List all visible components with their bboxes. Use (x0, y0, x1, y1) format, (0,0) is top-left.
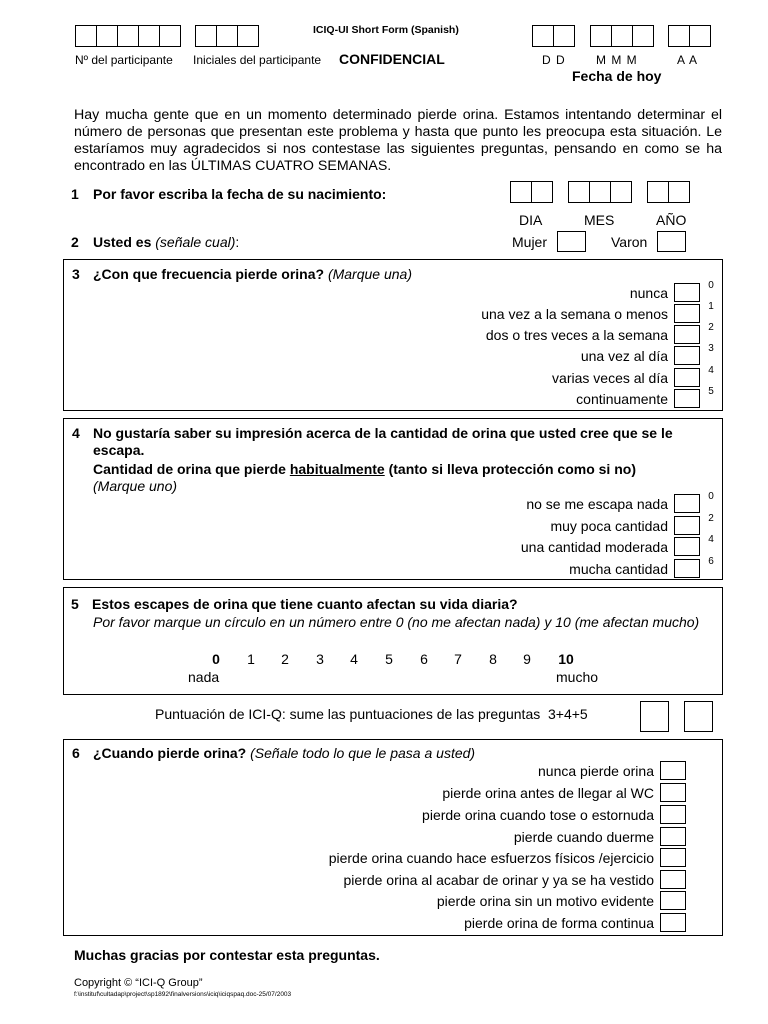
q6-option-label: nunca pierde orina (538, 762, 654, 779)
q4-option-3[interactable] (569, 558, 722, 579)
q6-option-checkbox[interactable] (660, 848, 686, 867)
q2-text (93, 234, 239, 250)
q2-number: 2 (71, 234, 79, 250)
q6-option-label: pierde cuando duerme (513, 828, 654, 845)
q6-option-checkbox[interactable] (660, 913, 686, 932)
q4-option-1[interactable] (550, 515, 722, 536)
q6-instruction: (Señale todo lo que le pasa a usted) (250, 745, 476, 761)
q4-option-score: 2 (708, 513, 714, 524)
q6-option-label: pierde orina antes de llegar al WC (442, 784, 654, 801)
q3-option-4[interactable] (552, 367, 722, 388)
date-aa-label: A A (677, 53, 699, 67)
q6-option-checkbox[interactable] (660, 805, 686, 824)
q6-option-6[interactable] (437, 890, 686, 911)
form-title: ICIQ-UI Short Form (Spanish) (313, 24, 459, 36)
birth-month-boxes[interactable] (568, 181, 631, 203)
q3-option-checkbox[interactable] (674, 389, 700, 408)
q5-instruction: Por favor marque un círculo en un número entre 0 (no me afectan nada) y 10 (me afectan mucho) (93, 614, 700, 630)
q4-option-label: mucha cantidad (569, 560, 668, 577)
q2-suffix: : (235, 234, 240, 250)
q3-option-label: nunca (629, 284, 668, 301)
scale-low-label: nada (188, 669, 220, 685)
q6-option-checkbox[interactable] (660, 761, 686, 780)
q4-text: No gustaría saber su impresión acerca de la cantidad de orina que usted cree que se le escapa. (93, 425, 673, 458)
q4-number: 4 (72, 425, 80, 441)
q4-option-2[interactable] (521, 536, 722, 557)
file-path: f:\instituf\cultadap\project\sp1892\finalversions\iciq\iciqspaq.doc-25/07/2003 (74, 991, 292, 998)
score-label: Puntuación de ICI-Q: sume las puntuaciones de las preguntas 3+4+5 (155, 706, 588, 722)
scale-1[interactable]: 1 (247, 651, 255, 667)
q3-option-1[interactable] (481, 303, 722, 324)
scale-6[interactable]: 6 (420, 651, 428, 667)
q6-option-5[interactable] (343, 869, 686, 890)
scale-4[interactable]: 4 (350, 651, 358, 667)
q3-option-5[interactable] (576, 388, 722, 409)
q4-option-label: muy poca cantidad (550, 517, 668, 534)
q5-text: Estos escapes de orina que tiene cuanto afectan su vida diaria? (92, 596, 518, 612)
q6-option-checkbox[interactable] (660, 783, 686, 802)
q3-instruction: (Marque una) (327, 266, 412, 282)
scale-5[interactable]: 5 (385, 651, 393, 667)
q3-option-label: varias veces al día (552, 369, 668, 386)
q3-option-3[interactable] (581, 345, 722, 366)
q3-number: 3 (72, 266, 80, 282)
q4-option-score: 0 (708, 491, 714, 502)
participant-number-label: Nº del participante (75, 53, 173, 67)
scale-7[interactable]: 7 (454, 651, 462, 667)
q6-question (93, 745, 475, 761)
q3-option-checkbox[interactable] (674, 346, 700, 365)
score-box-tens[interactable] (640, 701, 669, 732)
q3-option-score: 3 (708, 343, 714, 354)
scale-high-label: mucho (556, 669, 599, 685)
q6-section (63, 739, 723, 936)
q6-option-2[interactable] (422, 804, 686, 825)
q6-option-checkbox[interactable] (660, 827, 686, 846)
q4-option-label: no se me escapa nada (526, 495, 668, 512)
confidential-label: CONFIDENCIAL (339, 51, 445, 67)
copyright: Copyright © “ICI-Q Group” (74, 977, 203, 989)
q3-option-score: 4 (708, 365, 714, 376)
birth-day-boxes[interactable] (510, 181, 552, 203)
q4-subtext-underlined: habitualmente (289, 461, 385, 477)
birth-year-boxes[interactable] (647, 181, 689, 203)
birth-day-label: DIA (519, 212, 543, 228)
q6-option-label: pierde orina de forma continua (464, 914, 654, 931)
participant-number-boxes[interactable] (75, 25, 180, 47)
q3-option-label: continuamente (576, 390, 668, 407)
q4-option-label: una cantidad moderada (520, 538, 668, 555)
scale-9[interactable]: 9 (523, 651, 531, 667)
q2-instruction: (señale cual) (155, 234, 236, 250)
participant-initials-label: Iniciales del participante (193, 53, 322, 67)
date-month-boxes[interactable] (590, 25, 653, 47)
q3-option-score: 0 (708, 280, 714, 291)
participant-initials-boxes[interactable] (195, 25, 258, 47)
q4-option-0[interactable] (526, 493, 722, 514)
q2-text-bold: Usted es (93, 234, 152, 250)
q6-option-label: pierde orina sin un motivo evidente (436, 892, 654, 909)
q4-section (63, 418, 723, 580)
q3-option-label: una vez a la semana o menos (481, 305, 668, 322)
q6-option-7[interactable] (464, 912, 686, 933)
date-dd-label: D D (542, 53, 566, 67)
birth-year-label: AÑO (656, 212, 687, 228)
scale-2[interactable]: 2 (281, 651, 289, 667)
q4-subtext-a: Cantidad de orina que pierde (93, 461, 290, 477)
q6-option-checkbox[interactable] (660, 891, 686, 910)
q6-option-1[interactable] (442, 782, 686, 803)
date-day-boxes[interactable] (532, 25, 574, 47)
date-today-label: Fecha de hoy (572, 68, 662, 84)
q3-text: ¿Con que frecuencia pierde orina? (93, 266, 325, 282)
q3-option-checkbox[interactable] (674, 304, 700, 323)
q4-subtext-b: (tanto si lleva protección como si no) (384, 461, 636, 477)
q3-option-0[interactable] (630, 282, 722, 303)
intro-paragraph: Hay mucha gente que en un momento determinado pierde orina. Estamos intentando determinar el número de personas que presentan este problema y hasta que punto les preocupa esta situación. Le estaríamos muy agradecidos si nos contestase las siguientes preguntas, pensando en como se ha encontrado en las ÚLTIMAS CUATRO SEMANAS. (74, 107, 722, 174)
q3-option-score: 2 (708, 322, 714, 333)
scale-8[interactable]: 8 (489, 651, 497, 667)
q6-option-4[interactable] (329, 847, 686, 868)
date-mmm-label: M M M (596, 53, 638, 67)
q5-number: 5 (71, 596, 79, 612)
q3-option-score: 5 (708, 386, 714, 397)
scale-0[interactable]: 0 (212, 651, 220, 667)
q6-option-label: pierde orina cuando hace esfuerzos físicos /ejercicio (328, 849, 654, 866)
q6-option-checkbox[interactable] (660, 870, 686, 889)
female-checkbox[interactable] (557, 231, 586, 252)
q6-option-0[interactable] (538, 760, 686, 781)
q6-text: ¿Cuando pierde orina? (93, 745, 247, 761)
scale-3[interactable]: 3 (316, 651, 324, 667)
q4-option-checkbox[interactable] (674, 516, 700, 535)
q3-option-label: dos o tres veces a la semana (485, 326, 668, 343)
q4-option-score: 6 (708, 556, 714, 567)
q1-text: Por favor escriba la fecha de su nacimiento: (93, 186, 387, 202)
q6-option-label: pierde orina cuando tose o estornuda (422, 806, 654, 823)
birth-month-label: MES (584, 212, 615, 228)
q3-option-label: una vez al día (580, 347, 668, 364)
female-label: Mujer (512, 234, 548, 250)
q4-option-score: 4 (708, 534, 714, 545)
male-checkbox[interactable] (657, 231, 686, 252)
q3-option-checkbox[interactable] (674, 368, 700, 387)
q4-option-checkbox[interactable] (674, 559, 700, 578)
score-box-units[interactable] (684, 701, 713, 732)
q5-section (63, 587, 723, 695)
q6-option-label: pierde orina al acabar de orinar y ya se ha vestido (343, 871, 654, 888)
scale-10[interactable]: 10 (558, 651, 574, 667)
q3-option-checkbox[interactable] (674, 283, 700, 302)
q3-question (93, 266, 412, 282)
q3-section (63, 259, 723, 411)
date-year-boxes[interactable] (668, 25, 710, 47)
q1-number: 1 (71, 186, 79, 202)
q4-option-checkbox[interactable] (674, 537, 700, 556)
q4-option-checkbox[interactable] (674, 494, 700, 513)
q6-option-3[interactable] (514, 826, 686, 847)
q3-option-checkbox[interactable] (674, 325, 700, 344)
q3-option-2[interactable] (486, 324, 722, 345)
male-label: Varon (611, 234, 648, 250)
q4-subtext (93, 461, 636, 477)
q4-instruction: (Marque uno) (93, 478, 178, 494)
q6-number: 6 (72, 745, 80, 761)
thanks-message: Muchas gracias por contestar esta preguntas. (74, 947, 380, 963)
q3-option-score: 1 (708, 301, 714, 312)
